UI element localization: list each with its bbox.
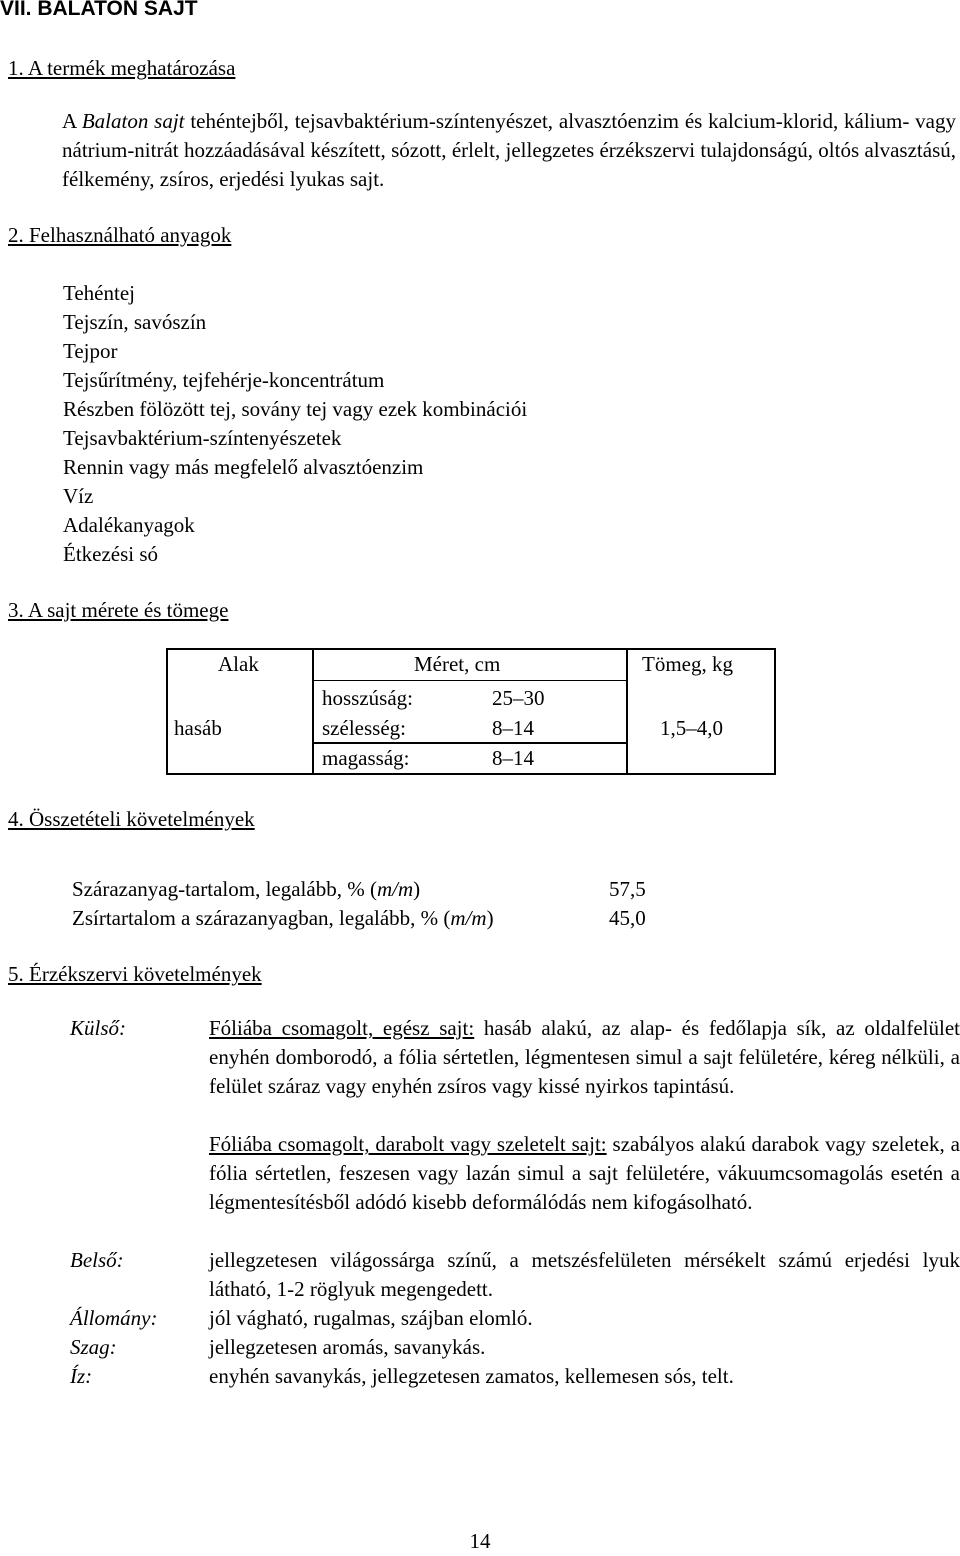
sensory-text-exterior-sliced xyxy=(209,1130,960,1217)
ingredient-item: Étkezési só xyxy=(63,542,159,566)
dimension-value: 8–14 xyxy=(492,716,534,740)
dimension-value: 25–30 xyxy=(492,686,545,710)
definition-post: tehéntejből, tejsavbaktérium-színtenyészet, alvasztóenzim és kalcium-klorid, kálium- vagy nátrium-nitrát hozzáadásával készített, sózott, érlelt, jellegzetes érzékszervi tulajdonságú, oltós alvasztású, félkemény, zsíros, erjedési lyukas sajt. xyxy=(62,109,956,191)
ingredient-item: Víz xyxy=(63,484,94,508)
dimension-name: magasság: xyxy=(322,746,410,770)
size-weight-table xyxy=(166,648,776,775)
ingredient-item: Tejsűrítmény, tejfehérje-koncentrátum xyxy=(63,368,385,392)
sensory-label-texture: Állomány: xyxy=(70,1306,158,1330)
section-heading-definition: 1. A termék meghatározása xyxy=(8,56,236,80)
composition-row xyxy=(72,904,494,933)
dimension-name: szélesség: xyxy=(322,716,406,740)
ingredient-item: Rennin vagy más megfelelő alvasztóenzim xyxy=(63,455,424,479)
composition-unit: m/m xyxy=(376,877,414,901)
section-heading-size-weight: 3. A sajt mérete és tömege xyxy=(8,598,229,622)
table-shape-value: hasáb xyxy=(174,716,222,740)
sensory-label-interior: Belső: xyxy=(70,1248,124,1272)
ingredient-item: Részben fölözött tej, sovány tej vagy ezek kombinációi xyxy=(63,397,528,421)
composition-label-end: ) xyxy=(413,877,421,901)
sensory-description: hasáb alakú, az alap- és fedőlapja sík, az oldalfelület enyhén domborodó, a fólia sértetlen, légmentesen simul a sajt felületére, kéreg nélküli, a felület száraz vagy enyhén zsíros vagy kissé nyirkos tapintású. xyxy=(209,1016,960,1098)
section-heading-ingredients: 2. Felhasználható anyagok xyxy=(8,223,232,247)
table-header-weight: Tömeg, kg xyxy=(642,652,733,676)
sensory-label-smell: Szag: xyxy=(70,1335,117,1359)
definition-paragraph xyxy=(62,107,956,194)
composition-row xyxy=(72,875,420,904)
page-number: 14 xyxy=(469,1529,491,1553)
table-weight-value: 1,5–4,0 xyxy=(660,716,723,740)
section-heading-composition: 4. Összetételi követelmények xyxy=(8,807,255,831)
composition-value: 45,0 xyxy=(609,906,646,930)
sensory-subheading: Fóliába csomagolt, darabolt vagy szeletelt sajt: xyxy=(209,1132,607,1156)
table-header-shape: Alak xyxy=(218,652,259,676)
sensory-text-interior: jellegzetesen világossárga színű, a metszésfelületen mérsékelt számú erjedési lyuk látható, 1-2 röglyuk megengedett. xyxy=(209,1248,960,1301)
composition-value: 57,5 xyxy=(609,877,646,901)
ingredients-list xyxy=(63,279,527,569)
sensory-subheading: Fóliába csomagolt, egész sajt: xyxy=(209,1016,475,1040)
definition-product-name: Balaton sajt xyxy=(81,109,185,133)
dimension-name: hosszúság: xyxy=(322,686,413,710)
composition-label: Zsírtartalom a szárazanyagban, legalább, % ( xyxy=(72,906,451,930)
section-heading-sensory: 5. Érzékszervi követelmények xyxy=(8,962,262,986)
sensory-label-taste: Íz: xyxy=(70,1364,93,1388)
sensory-text-smell: jellegzetesen aromás, savanykás. xyxy=(209,1335,486,1359)
sensory-label-exterior: Külső: xyxy=(70,1016,127,1040)
composition-label: Szárazanyag-tartalom, legalább, % ( xyxy=(72,877,377,901)
ingredient-item: Tejszín, savószín xyxy=(63,310,207,334)
composition-unit: m/m xyxy=(450,906,487,930)
sensory-description: szabályos alakú darabok vagy szeletek, a fólia sértetlen, feszesen vagy lazán simul a sajt felületére, vákuumcsomagolás esetén a légmentesítésből adódó kisebb deformálódás nem kifogásolható. xyxy=(209,1132,960,1214)
composition-label-end: ) xyxy=(486,906,494,930)
definition-pre: A xyxy=(62,109,82,133)
dimension-value: 8–14 xyxy=(492,746,534,770)
table-header-size: Méret, cm xyxy=(414,652,501,676)
ingredient-item: Tehéntej xyxy=(63,281,135,305)
ingredient-item: Tejsavbaktérium-színtenyészetek xyxy=(63,426,342,450)
sensory-text-exterior-whole xyxy=(209,1014,960,1101)
ingredient-item: Tejpor xyxy=(63,339,118,363)
sensory-text-taste: enyhén savanykás, jellegzetesen zamatos, kellemesen sós, telt. xyxy=(209,1364,734,1388)
sensory-text-texture: jól vágható, rugalmas, szájban elomló. xyxy=(209,1306,533,1330)
document-title: VII. BALATON SAJT xyxy=(0,0,198,20)
ingredient-item: Adalékanyagok xyxy=(63,513,195,537)
